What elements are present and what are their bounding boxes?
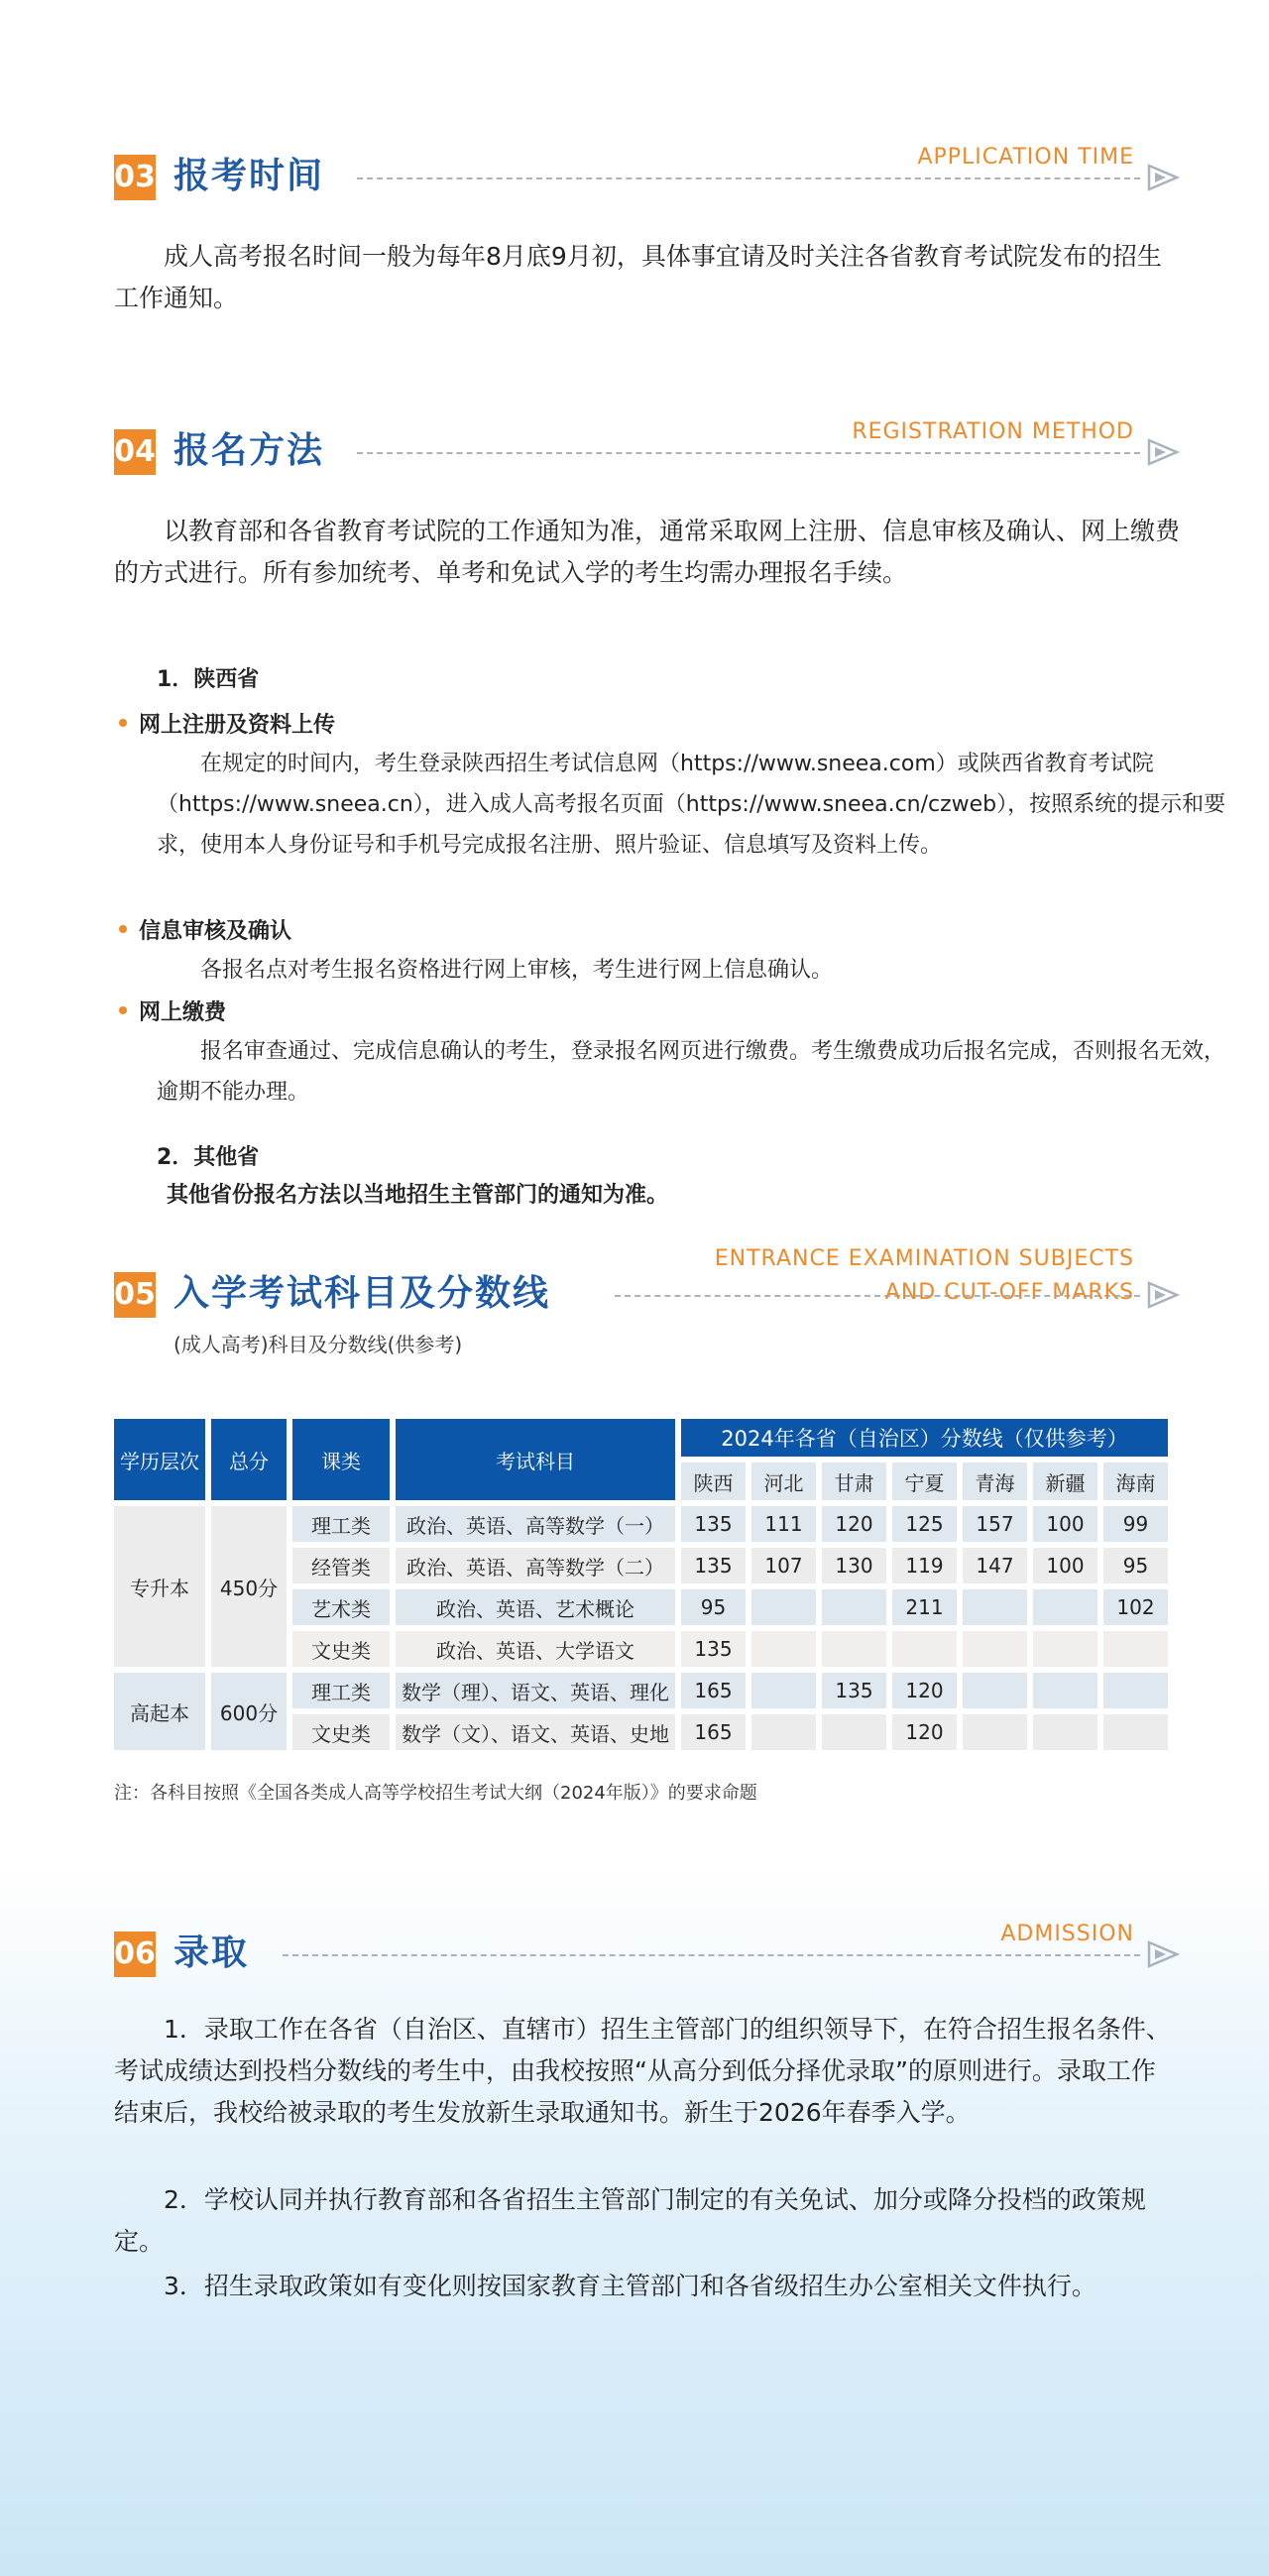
score-cell: 95 — [681, 1589, 746, 1625]
table-note: 注：各科目按照《全国各类成人高等学校招生考试大纲（2024年版）》的要求命题 — [114, 1783, 757, 1804]
score-cell: 120 — [892, 1714, 957, 1750]
score-cell — [1103, 1631, 1168, 1667]
score-cell: 130 — [822, 1548, 886, 1583]
subjects-cell: 数学（理）、语文、英语、理化 — [396, 1673, 675, 1708]
level-cell: 高起本 — [114, 1673, 205, 1750]
section-04-body: 以教育部和各省教育考试院的工作通知为准，通常采取网上注册、信息审核及确认、网上缴费的方式进行。所有参加统考、单考和免试入学的考生均需办理报名手续。 — [114, 517, 1181, 587]
score-cell: 157 — [963, 1506, 1027, 1542]
province-header: 河北 — [751, 1463, 816, 1500]
score-cell: 111 — [751, 1506, 816, 1542]
header-type: 课类 — [292, 1419, 390, 1500]
header-total: 总分 — [211, 1419, 287, 1500]
section-title: 报名方法 — [173, 430, 325, 471]
table-row — [114, 1506, 1168, 1542]
score-cell: 165 — [681, 1714, 746, 1750]
section-05-header — [114, 1246, 1180, 1324]
section-06-header — [114, 1924, 1180, 1983]
arrow-icon — [1146, 163, 1180, 192]
province-header: 陕西 — [681, 1463, 746, 1500]
score-cell: 135 — [822, 1673, 886, 1708]
level-cell: 专升本 — [114, 1506, 205, 1667]
score-cell — [822, 1589, 886, 1625]
score-cell: 120 — [822, 1506, 886, 1542]
arrow-icon — [1146, 1280, 1180, 1310]
section-english-title: APPLICATION TIME — [917, 145, 1134, 170]
dashed-line — [357, 452, 1140, 454]
province-header: 宁夏 — [892, 1463, 957, 1500]
subjects-cell: 政治、英语、大学语文 — [396, 1631, 675, 1667]
section-title: 报考时间 — [173, 156, 325, 196]
score-cell: 99 — [1103, 1506, 1168, 1542]
score-cell — [963, 1714, 1027, 1750]
score-cell: 95 — [1103, 1548, 1168, 1583]
dashed-line — [283, 1954, 1140, 1956]
score-cell: 165 — [681, 1673, 746, 1708]
province-header: 甘肃 — [822, 1463, 886, 1500]
section-number: 04 — [114, 429, 156, 475]
score-cell — [1033, 1631, 1097, 1667]
score-cell: 107 — [751, 1548, 816, 1583]
subjects-cell: 政治、英语、艺术概论 — [396, 1589, 675, 1625]
score-cell — [1033, 1714, 1097, 1750]
score-cell: 100 — [1033, 1548, 1097, 1583]
score-cell — [1103, 1673, 1168, 1708]
subjects-cell: 数学（文）、语文、英语、史地 — [396, 1714, 675, 1750]
subjects-cell: 政治、英语、高等数学（一） — [396, 1506, 675, 1542]
type-cell: 经管类 — [292, 1548, 390, 1583]
section-title: 入学考试科目及分数线 — [173, 1273, 551, 1314]
section-english-title-line1: ENTRANCE EXAMINATION SUBJECTS — [714, 1246, 1134, 1271]
section-english-title: ADMISSION — [1000, 1922, 1134, 1946]
admission-paragraph-2: 2．学校认同并执行教育部和各省招生主管部门制定的有关免试、加分或降分投档的政策规定。 — [114, 2185, 1146, 2256]
type-cell: 理工类 — [292, 1673, 390, 1708]
score-cell — [1103, 1714, 1168, 1750]
bullet-online-payment-text: 报名审查通过、完成信息确认的考生，登录报名网页进行缴费。考生缴费成功后报名完成，否则报名无效，逾期不能办理。 — [157, 1039, 1226, 1105]
total-cell: 450分 — [211, 1506, 287, 1667]
score-cell — [751, 1714, 816, 1750]
score-cell: 147 — [963, 1548, 1027, 1583]
header-level: 学历层次 — [114, 1419, 205, 1500]
province-header: 青海 — [963, 1463, 1027, 1500]
total-cell: 600分 — [211, 1673, 287, 1750]
score-cell — [963, 1589, 1027, 1625]
table-row — [114, 1673, 1168, 1708]
section-number: 05 — [114, 1272, 156, 1318]
section-04-header — [114, 421, 1180, 481]
section-03-body: 成人高考报名时间一般为每年8月底9月初，具体事宜请及时关注各省教育考试院发布的招生工作通知。 — [114, 242, 1162, 312]
section-number: 06 — [114, 1932, 156, 1977]
score-cell — [1033, 1673, 1097, 1708]
header-subjects: 考试科目 — [396, 1419, 675, 1500]
score-cell: 120 — [892, 1673, 957, 1708]
score-cell — [892, 1631, 957, 1667]
score-cell: 119 — [892, 1548, 957, 1583]
score-cell — [822, 1714, 886, 1750]
subjects-cell: 政治、英语、高等数学（二） — [396, 1548, 675, 1583]
score-cell — [751, 1631, 816, 1667]
section-english-title-line2: AND CUT-OFF MARKS — [884, 1280, 1134, 1305]
score-cell: 100 — [1033, 1506, 1097, 1542]
score-cell — [751, 1673, 816, 1708]
score-cell: 125 — [892, 1506, 957, 1542]
score-cell — [963, 1673, 1027, 1708]
bullet-online-registration-text: 在规定的时间内，考生登录陕西招生考试信息网（https://www.sneea.com）或陕西省教育考试院（https://www.sneea.cn），进入成人高考报名页面（https://www.sneea.cn/czweb），按照系统的提示和要求，使用本人身份证号和手机号完成报名注册、照片验证、信息填写及资料上传。 — [157, 752, 1226, 858]
type-cell: 理工类 — [292, 1506, 390, 1542]
admission-paragraph-3: 3．招生录取政策如有变化则按国家教育主管部门和各省级招生办公室相关文件执行。 — [164, 2272, 1096, 2300]
score-cell: 135 — [681, 1506, 746, 1542]
section-number: 03 — [114, 155, 156, 200]
score-cell: 135 — [681, 1631, 746, 1667]
score-cell — [751, 1589, 816, 1625]
type-cell: 文史类 — [292, 1631, 390, 1667]
dashed-line — [357, 177, 1140, 179]
bullet-info-review-text: 各报名点对考生报名资格进行网上审核，考生进行网上信息确认。 — [200, 958, 834, 983]
bullet-online-registration: 网上注册及资料上传 — [139, 708, 335, 739]
other-provinces-text: 其他省份报名方法以当地招生主管部门的通知为准。 — [167, 1183, 669, 1208]
subheading-shaanxi: 1．陕西省 — [157, 667, 260, 692]
bullet-info-review: 信息审核及确认 — [139, 914, 291, 945]
type-cell: 艺术类 — [292, 1589, 390, 1625]
bullet-online-payment: 网上缴费 — [139, 995, 226, 1026]
score-cell: 135 — [681, 1548, 746, 1583]
admission-paragraph-1: 1．录取工作在各省（自治区、直辖市）招生主管部门的组织领导下，在符合招生报名条件、考试成绩达到投档分数线的考生中，由我校按照“从高分到低分择优录取”的原则进行。录取工作结束后，我校给被录取的考生发放新生录取通知书。新生于2026年春季入学。 — [114, 2015, 1171, 2127]
type-cell: 文史类 — [292, 1714, 390, 1750]
subheading-other-provinces: 2．其他省 — [157, 1145, 260, 1170]
score-cell — [1033, 1589, 1097, 1625]
arrow-icon — [1146, 437, 1180, 467]
province-header: 新疆 — [1033, 1463, 1097, 1500]
section-english-title: REGISTRATION METHOD — [852, 419, 1134, 444]
score-cell — [963, 1631, 1027, 1667]
score-table — [108, 1413, 1174, 1756]
score-cell: 102 — [1103, 1589, 1168, 1625]
section-03-header — [114, 147, 1180, 206]
arrow-icon — [1146, 1939, 1180, 1969]
header-scores: 2024年各省（自治区）分数线（仅供参考） — [681, 1419, 1168, 1457]
section-title: 录取 — [173, 1932, 250, 1973]
table-caption: (成人高考)科目及分数线(供参考) — [173, 1333, 463, 1356]
score-cell: 211 — [892, 1589, 957, 1625]
province-header: 海南 — [1103, 1463, 1168, 1500]
score-cell — [822, 1631, 886, 1667]
